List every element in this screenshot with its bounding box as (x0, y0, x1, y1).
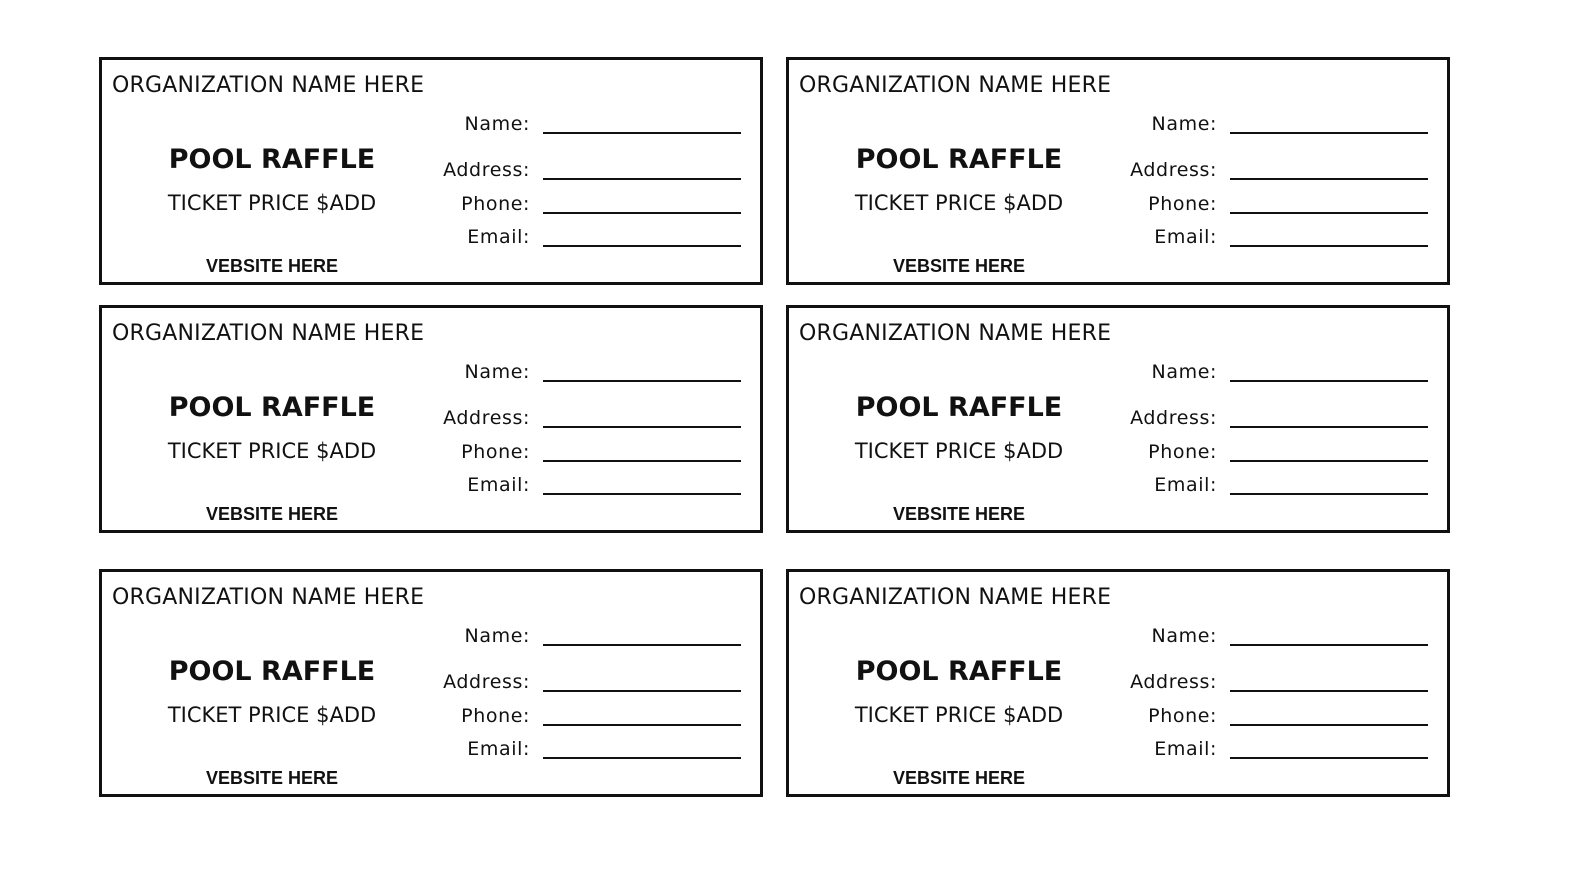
email-line (1230, 245, 1428, 247)
address-line (543, 426, 741, 428)
name-line (1230, 644, 1428, 646)
email-line (1230, 757, 1428, 759)
website-text: VEBSITE HERE (892, 768, 1026, 788)
address-label: Address: (443, 159, 530, 181)
phone-line (543, 212, 741, 214)
ticket-price: TICKET PRICE $ADD (167, 439, 377, 463)
address-label: Address: (1130, 671, 1217, 693)
website-text: VEBSITE HERE (205, 256, 339, 276)
email-label: Email: (467, 226, 530, 248)
email-label: Email: (1154, 226, 1217, 248)
address-label: Address: (443, 671, 530, 693)
address-line (1230, 690, 1428, 692)
email-line (543, 757, 741, 759)
phone-label: Phone: (461, 705, 530, 727)
ticket-price: TICKET PRICE $ADD (167, 703, 377, 727)
name-label: Name: (1151, 361, 1217, 383)
email-line (543, 493, 741, 495)
organization-name: ORGANIZATION NAME HERE (799, 73, 1112, 98)
phone-line (543, 460, 741, 462)
phone-label: Phone: (1148, 193, 1217, 215)
raffle-ticket-2 (786, 57, 1450, 285)
address-line (543, 690, 741, 692)
raffle-ticket-3 (99, 305, 763, 533)
organization-name: ORGANIZATION NAME HERE (112, 321, 425, 346)
name-line (1230, 132, 1428, 134)
ticket-price: TICKET PRICE $ADD (854, 703, 1064, 727)
phone-line (543, 724, 741, 726)
raffle-ticket-6 (786, 569, 1450, 797)
organization-name: ORGANIZATION NAME HERE (799, 321, 1112, 346)
raffle-title: POOL RAFFLE (168, 392, 376, 423)
organization-name: ORGANIZATION NAME HERE (799, 585, 1112, 610)
email-line (1230, 493, 1428, 495)
raffle-title: POOL RAFFLE (855, 144, 1063, 175)
name-label: Name: (464, 113, 530, 135)
email-label: Email: (467, 474, 530, 496)
email-label: Email: (1154, 738, 1217, 760)
name-line (543, 132, 741, 134)
ticket-price: TICKET PRICE $ADD (854, 191, 1064, 215)
name-line (1230, 380, 1428, 382)
phone-label: Phone: (461, 193, 530, 215)
ticket-price: TICKET PRICE $ADD (854, 439, 1064, 463)
raffle-ticket-5 (99, 569, 763, 797)
phone-label: Phone: (1148, 441, 1217, 463)
phone-line (1230, 724, 1428, 726)
address-label: Address: (1130, 407, 1217, 429)
raffle-ticket-4 (786, 305, 1450, 533)
name-label: Name: (464, 625, 530, 647)
name-label: Name: (1151, 625, 1217, 647)
phone-label: Phone: (461, 441, 530, 463)
organization-name: ORGANIZATION NAME HERE (112, 73, 425, 98)
name-label: Name: (464, 361, 530, 383)
name-line (543, 644, 741, 646)
address-label: Address: (1130, 159, 1217, 181)
email-label: Email: (1154, 474, 1217, 496)
website-text: VEBSITE HERE (892, 256, 1026, 276)
phone-label: Phone: (1148, 705, 1217, 727)
organization-name: ORGANIZATION NAME HERE (112, 585, 425, 610)
address-line (1230, 426, 1428, 428)
raffle-title: POOL RAFFLE (168, 144, 376, 175)
website-text: VEBSITE HERE (892, 504, 1026, 524)
email-line (543, 245, 741, 247)
ticket-price: TICKET PRICE $ADD (167, 191, 377, 215)
name-line (543, 380, 741, 382)
address-line (543, 178, 741, 180)
website-text: VEBSITE HERE (205, 504, 339, 524)
raffle-title: POOL RAFFLE (168, 656, 376, 687)
phone-line (1230, 212, 1428, 214)
phone-line (1230, 460, 1428, 462)
raffle-ticket-1 (99, 57, 763, 285)
raffle-title: POOL RAFFLE (855, 656, 1063, 687)
address-label: Address: (443, 407, 530, 429)
address-line (1230, 178, 1428, 180)
email-label: Email: (467, 738, 530, 760)
website-text: VEBSITE HERE (205, 768, 339, 788)
raffle-title: POOL RAFFLE (855, 392, 1063, 423)
name-label: Name: (1151, 113, 1217, 135)
